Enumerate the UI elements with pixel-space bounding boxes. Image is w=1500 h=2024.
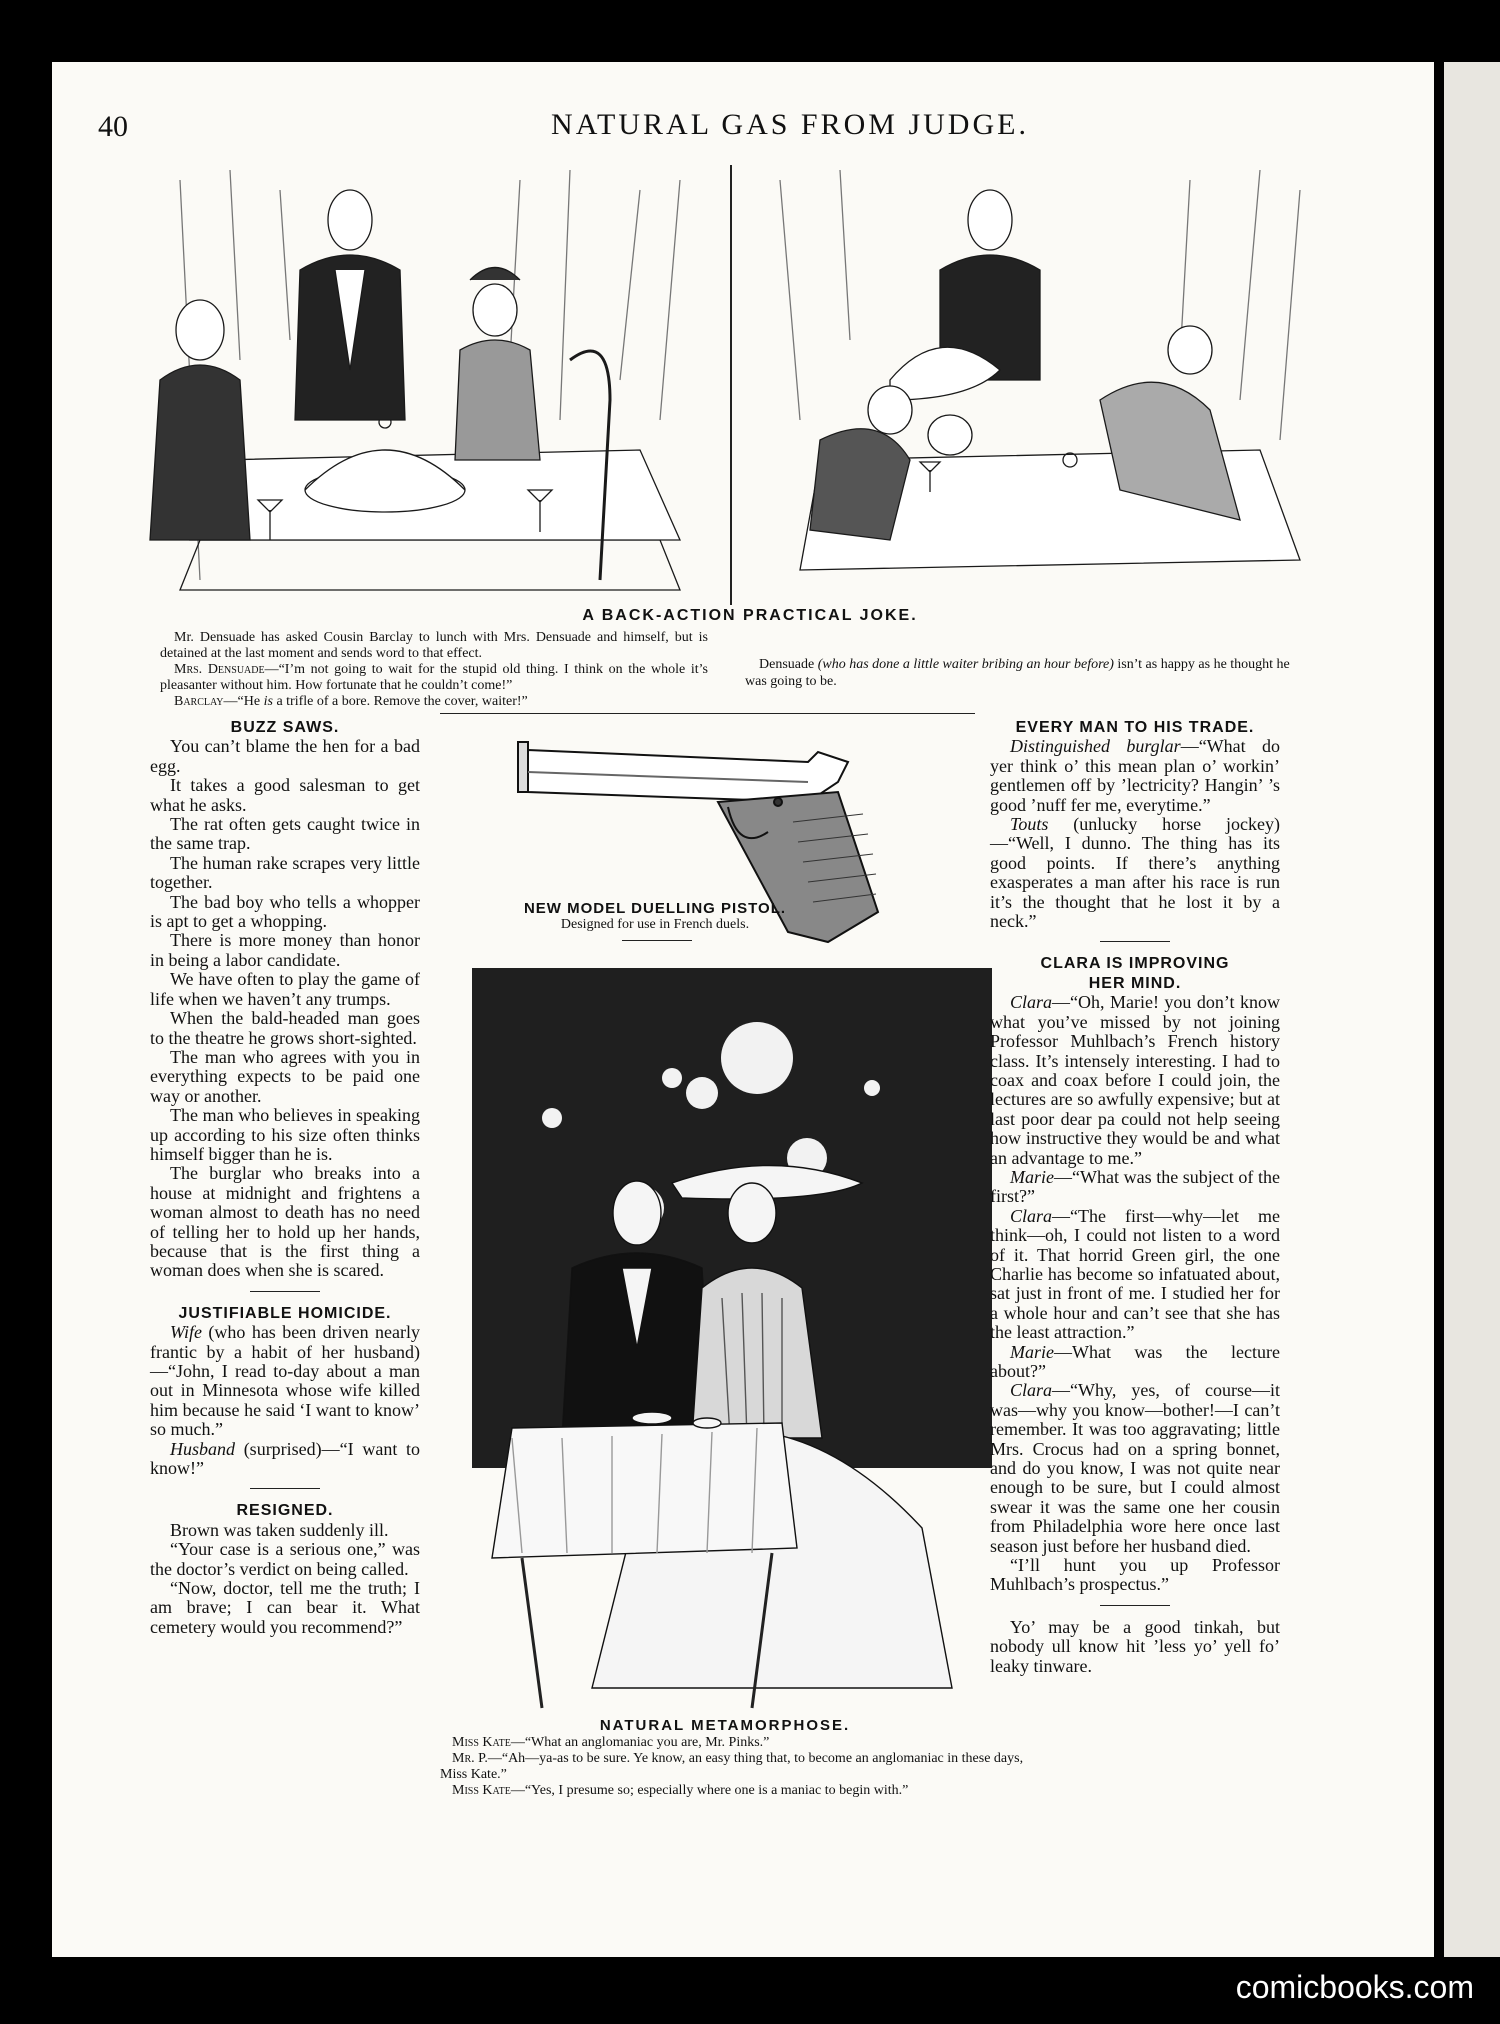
caption-text: isn’t as happy as he thought he was going to be. xyxy=(745,657,1290,689)
caption-line xyxy=(440,1751,1025,1783)
clara-paragraph xyxy=(990,993,1280,1168)
list-item: There is more money than honor in being a labor candidate. xyxy=(150,930,420,970)
pistol-caption-title: NEW MODEL DUELLING PISTOL. xyxy=(523,900,787,917)
illustration-title: NATURAL METAMORPHOSE. xyxy=(599,1717,851,1734)
resigned-paragraph: Brown was taken suddenly ill. xyxy=(170,1519,389,1540)
speech-text: —“I’m not going to wait for the stupid old thing. I think on the whole it’s pleasanter without him. How fortunate that he couldn’t come!” xyxy=(160,662,708,693)
clara-paragraph xyxy=(990,1343,1280,1382)
caption-line xyxy=(440,1735,1025,1751)
resigned-paragraph: “Now, doctor, tell me the truth; I am brave; I can bear it. What cemetery would you recommend?” xyxy=(150,1578,420,1637)
speaker-name: Barclay xyxy=(174,694,224,709)
natural-metamorphose-illustration xyxy=(452,968,1000,1718)
speaker-name: Distinguished burglar xyxy=(1010,736,1181,757)
speaker-name: Marie xyxy=(1010,1166,1054,1187)
site-watermark: comicbooks.com xyxy=(1235,1969,1474,2005)
prank-revealed-illustration xyxy=(740,160,1330,600)
speaker-name: Miss Kate xyxy=(452,1783,511,1798)
heading-justifiable-homicide: JUSTIFIABLE HOMICIDE. xyxy=(178,1304,392,1322)
section-rule xyxy=(250,1291,320,1292)
speaker-name: Clara xyxy=(1010,1205,1053,1226)
caption-name: Densuade xyxy=(759,657,815,672)
homicide-wife-line xyxy=(150,1323,420,1439)
speech-text: —“Why, yes, of course—it was—why you know—bother!—I can’t remember. It was too aggravating; little Mrs. Crocus had on a spring bonnet, and do you know, I was not quite near enough to be sure, but I could almost swear it was the same one her cousin from Philadelphia wore here once last season just before her husband died. xyxy=(990,1380,1280,1556)
buzz-saws-list xyxy=(150,737,420,1280)
homicide-husband-line xyxy=(150,1440,420,1479)
comic-caption-left xyxy=(160,630,708,710)
comic-panel-left xyxy=(140,160,720,600)
speech-text: —What was the lecture about?” xyxy=(990,1341,1280,1381)
speaker-name: Clara xyxy=(1010,1380,1053,1401)
heading-buzz-saws: BUZZ SAWS. xyxy=(230,719,340,736)
speaker-name: Touts xyxy=(1010,814,1049,835)
speech-text: —“He xyxy=(223,694,264,709)
speaker-name: Clara xyxy=(1010,992,1053,1013)
heading-resigned: RESIGNED. xyxy=(236,1502,334,1520)
speech-text: —“Ah—ya-as to be sure. Ye know, an easy thing that, to become an anglomaniac in these days, Miss Kate.” xyxy=(440,1751,1024,1782)
clara-paragraph: “I’ll hunt you up Professor Muhlbach’s prospectus.” xyxy=(990,1555,1280,1595)
speech-text: (who has been driven nearly frantic by a habit of her husband)—“John, I read to-day about a man out in Minnesota whose wife killed him because he said ‘I want to know’ so much.” xyxy=(150,1322,420,1440)
clara-paragraph xyxy=(990,1168,1280,1207)
short-rule xyxy=(622,940,692,941)
list-item: We have often to play the game of life when we haven’t any trumps. xyxy=(150,969,420,1009)
section-rule xyxy=(250,1488,320,1489)
dinner-table-illustration xyxy=(140,160,720,600)
tinka-paragraph: Yo’ may be a good tinkah, but nobody ull know hit ’less yo’ yell fo’ leaky tinware. xyxy=(990,1616,1280,1676)
clara-paragraph xyxy=(990,1207,1280,1343)
speaker-name: Marie xyxy=(1010,1341,1054,1362)
list-item: The burglar who breaks into a house at midnight and frightens a woman almost to death has no need of telling her to hold up her hands, because that is the first thing a woman does when she is scared. xyxy=(150,1163,420,1281)
left-column xyxy=(150,718,420,1637)
heading-clara-line2: HER MIND. xyxy=(1088,974,1182,992)
speech-text: —“What do yer think o’ this mean plan o’ workin’ gentlemen off by ’lectricity? Hangin’ ’s good ’nuff fer me, everytime.” xyxy=(990,736,1280,815)
list-item: You can’t blame the hen for a bad egg. xyxy=(150,736,420,776)
section-rule xyxy=(1100,941,1170,942)
list-item: When the bald-headed man goes to the theatre he grows short-sighted. xyxy=(150,1008,420,1048)
speech-text: (unlucky horse jockey)—“Well, I dunno. The thing has its good points. If there’s anything exasperates a man after his race is run it’s the thought that he lost it by a neck.” xyxy=(990,814,1280,932)
couple-at-table-drawing xyxy=(452,968,1000,1718)
clara-paragraph xyxy=(990,1381,1280,1556)
pistol-caption-subtitle: Designed for use in French duels. xyxy=(560,917,750,932)
every-man-burglar xyxy=(990,737,1280,815)
panel-divider xyxy=(730,165,732,605)
speech-text: (surprised)—“I want to know!” xyxy=(150,1438,420,1479)
caption-line-barclay xyxy=(160,694,708,710)
caption-line-mrs-densuade xyxy=(160,662,708,694)
horizontal-rule xyxy=(440,713,975,714)
speaker-name: Wife xyxy=(170,1322,202,1343)
speech-emphasis: is xyxy=(263,694,273,709)
list-item: The human rake scrapes very little together. xyxy=(150,852,420,893)
speaker-name: Mrs. Densuade xyxy=(174,662,265,677)
list-item: The man who agrees with you in everything expects to be paid one way or another. xyxy=(150,1046,420,1106)
speech-text: —“Yes, I presume so; especially where one is a maniac to begin with.” xyxy=(510,1783,909,1798)
comic-title: A BACK-ACTION PRACTICAL JOKE. xyxy=(582,607,918,624)
comic-panel-right xyxy=(740,160,1330,600)
adjacent-page-edge xyxy=(1444,62,1500,1957)
list-item: The bad boy who tells a whopper is apt to get a whopping. xyxy=(150,891,420,932)
resigned-paragraph: “Your case is a serious one,” was the doctor’s verdict on being called. xyxy=(150,1539,420,1579)
speaker-name: Husband xyxy=(170,1438,236,1459)
every-man-touts xyxy=(990,815,1280,931)
speech-text: —“What was the subject of the first?” xyxy=(990,1166,1280,1207)
speaker-name: Mr. P. xyxy=(452,1751,488,1766)
illustration-caption xyxy=(440,1735,1025,1799)
list-item: The man who believes in speaking up according to his size often thinks himself bigger than he is. xyxy=(150,1105,420,1164)
section-rule xyxy=(1100,1605,1170,1606)
right-column xyxy=(990,718,1280,1676)
speech-text: —“The first—why—let me think—oh, I could not listen to a word of it. That horrid Green girl, the one Charlie has become so infatuated about, sat just in front of me. I studied her for a whole hour and can’t see that she has the least attraction.” xyxy=(990,1205,1280,1343)
speech-text: —“Oh, Marie! you don’t know what you’ve missed by not joining Professor Muhlbach’s French history class. It’s intensely interesting. I had to coax and coax before I could join, the lectures are so awfully expensive; but at last poor dear pa could not help seeing how instructive they would be and what an advantage to me.” xyxy=(990,992,1280,1168)
list-item: It takes a good salesman to get what he asks. xyxy=(150,775,420,815)
heading-every-man: EVERY MAN TO HIS TRADE. xyxy=(1015,719,1255,736)
speaker-name: Miss Kate xyxy=(452,1735,511,1750)
caption-line xyxy=(440,1783,1025,1799)
caption-intro: Mr. Densuade has asked Cousin Barclay to lunch with Mrs. Densuade and himself, but is detained at the last moment and sends word to that effect. xyxy=(160,630,708,661)
heading-clara-line1: CLARA IS IMPROVING xyxy=(1040,955,1230,973)
caption-aside: (who has done a little waiter bribing an hour before) xyxy=(817,657,1114,672)
speech-text: a trifle of a bore. Remove the cover, waiter!” xyxy=(272,694,528,709)
list-item: The rat often gets caught twice in the same trap. xyxy=(150,814,420,854)
speech-text: —“What an anglomaniac you are, Mr. Pinks.” xyxy=(510,1735,770,1750)
comic-caption-right xyxy=(745,656,1305,690)
running-head: NATURAL GAS FROM JUDGE. xyxy=(551,108,1029,141)
page-number: 40 xyxy=(98,110,128,143)
